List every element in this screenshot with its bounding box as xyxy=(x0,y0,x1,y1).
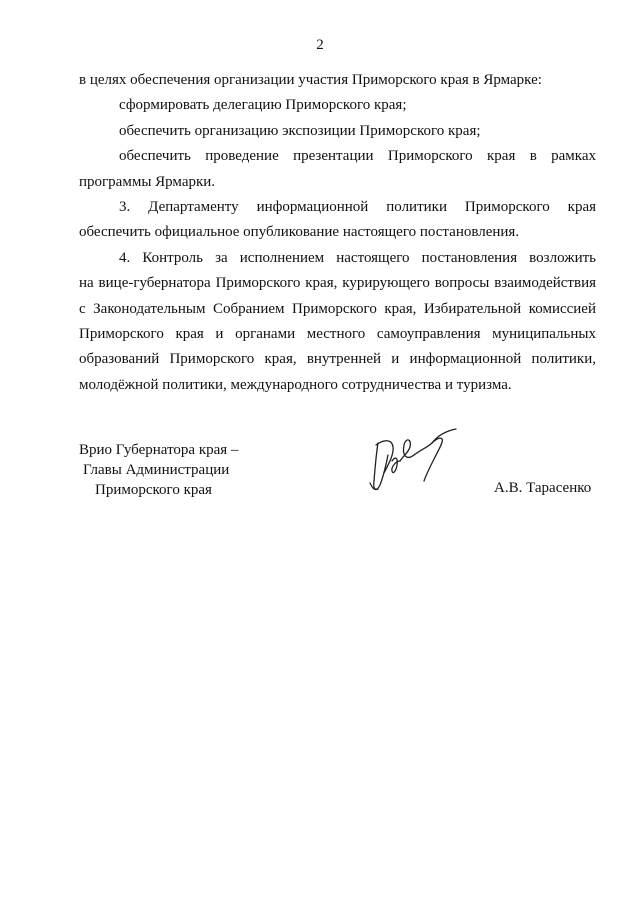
paragraph-line: обеспечить официальное опубликование настоящего постановления. xyxy=(79,224,520,241)
paragraph-line: Приморского края и органами местного самоуправления муниципальных xyxy=(79,325,596,342)
handwritten-signature-icon xyxy=(366,425,462,505)
paragraph-line: с Законодательным Собранием Приморского края, Избирательной комиссией xyxy=(79,300,596,317)
paragraph-line: молодёжной политики, международного сотрудничества и туризма. xyxy=(79,376,512,393)
paragraph-line: 4. Контроль за исполнением настоящего постановления возложить xyxy=(119,249,596,266)
paragraph-line: образований Приморского края, внутренней и информационной политики, xyxy=(79,351,596,368)
signatory-title-line: Приморского края xyxy=(95,482,212,498)
paragraph-line: обеспечить организацию экспозиции Приморского края; xyxy=(119,122,481,139)
page-number: 2 xyxy=(316,37,324,53)
paragraph-line: в целях обеспечения организации участия Приморского края в Ярмарке: xyxy=(79,72,542,88)
paragraph-line: обеспечить проведение презентации Приморского края в рамках xyxy=(119,148,596,165)
paragraph-line: на вице-губернатора Приморского края, курирующего вопросы взаимодействия xyxy=(79,275,596,292)
paragraph-line: сформировать делегацию Приморского края; xyxy=(119,97,407,114)
signatory-title-line: Главы Администрации xyxy=(83,462,230,478)
signatory-title xyxy=(79,440,238,500)
signatory-title-line: Врио Губернатора края – xyxy=(79,442,239,458)
signer-name: А.В. Тарасенко xyxy=(494,480,592,496)
paragraph-line: 3. Департаменту информационной политики Приморского края xyxy=(119,198,596,215)
paragraph-line: программы Ярмарки. xyxy=(79,173,216,190)
document-body xyxy=(79,68,596,398)
